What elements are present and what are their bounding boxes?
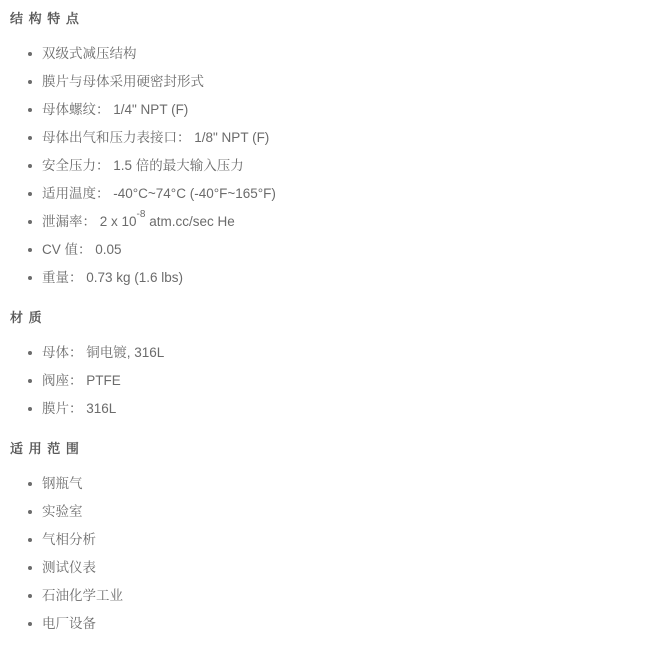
- list-item: 钢瓶气: [27, 477, 662, 491]
- section-heading-materials: 材 质: [10, 310, 43, 325]
- section-heading-features: 结 构 特 点: [10, 11, 80, 26]
- leak-rate-prefix: 泄漏率： 2 x 10: [42, 214, 137, 229]
- list-item: 母体： 铜电镀, 316L: [27, 346, 662, 360]
- list-item: 适用温度： -40°C~74°C (-40°F~165°F): [27, 187, 662, 201]
- list-item: 膜片与母体采用硬密封形式: [27, 75, 662, 89]
- applications-list: [10, 477, 662, 631]
- leak-rate-suffix: atm.cc/sec He: [145, 214, 235, 229]
- features-list: [10, 47, 662, 285]
- list-item: 双级式减压结构: [27, 47, 662, 61]
- superscript-exponent: -8: [136, 208, 146, 220]
- section-applications: [10, 442, 662, 631]
- section-features: [10, 12, 662, 285]
- section-materials: [10, 311, 662, 416]
- product-spec-document: [10, 12, 662, 631]
- list-item: 安全压力： 1.5 倍的最大输入压力: [27, 159, 662, 173]
- list-item: 母体出气和压力表接口： 1/8" NPT (F): [27, 131, 662, 145]
- list-item: 实验室: [27, 505, 662, 519]
- list-item: 重量： 0.73 kg (1.6 lbs): [27, 271, 662, 285]
- materials-list: [10, 346, 662, 416]
- list-item-leak-rate: [27, 208, 662, 229]
- list-item: 阀座： PTFE: [27, 374, 662, 388]
- list-item: 气相分析: [27, 533, 662, 547]
- list-item: CV 值： 0.05: [27, 243, 662, 257]
- section-heading-applications: 适 用 范 围: [10, 441, 80, 456]
- list-item: 电厂设备: [27, 617, 662, 631]
- list-item: 石油化学工业: [27, 589, 662, 603]
- list-item: 母体螺纹： 1/4" NPT (F): [27, 103, 662, 117]
- list-item: 测试仪表: [27, 561, 662, 575]
- list-item: 膜片： 316L: [27, 402, 662, 416]
